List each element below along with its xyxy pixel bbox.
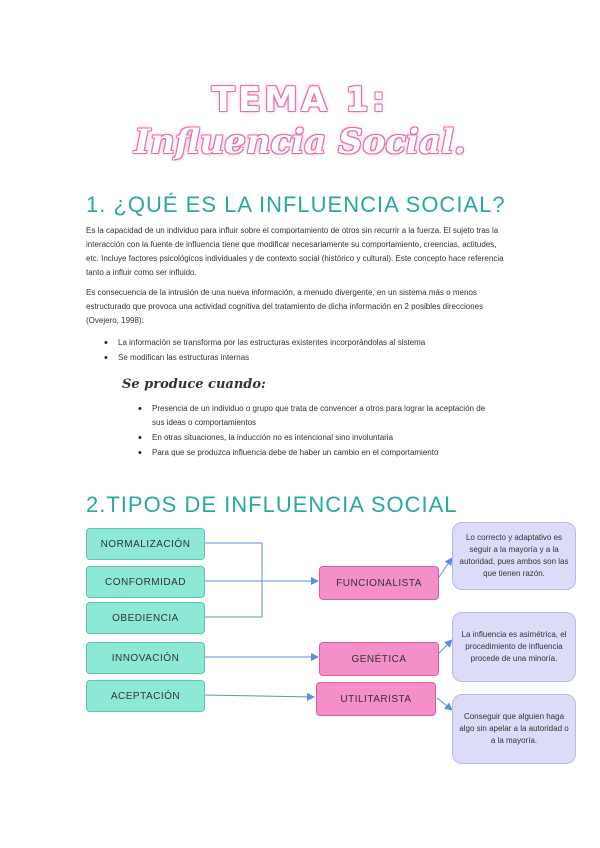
section1-heading: 1. ¿QUÉ ES LA INFLUENCIA SOCIAL?	[86, 192, 506, 217]
subheading: Se produce cuando:	[122, 377, 266, 392]
list-item: • Para que se produzca influencia debe de haber un cambio en el comportamiento	[138, 446, 488, 460]
connector-genetica-note	[437, 640, 452, 655]
title-line-1: TEMA 1:	[211, 80, 389, 120]
list-item: • Se modifican las estructuras internas	[104, 351, 524, 365]
title-line-2: Influencia Social.	[134, 122, 466, 162]
list-item: • Presencia de un individuo o grupo que trata de convencer a otros para lograr la aceptación de sus ideas o comportamientos	[138, 402, 488, 430]
connector-utilitarista-note	[437, 698, 452, 710]
list-item: • En otras situaciones, la inducción no es intencional sino involuntaria	[138, 431, 488, 445]
connector-aceptacion-utilitarista	[203, 695, 314, 697]
section1-paragraph-2: Es consecuencia de la intrusión de una nueva información, a menudo divergente, en un sistema más o menos estructurado que provoca una actividad cognitiva del tratamiento de dicha información en 2 posibles direcciones (Ovejero, 1998):	[86, 288, 484, 325]
note-genetica: La influencia es asimétrica, el procedimiento de influencia procede de una minoría.	[452, 612, 576, 682]
box-funcionalista: FUNCIONALISTA	[319, 566, 439, 600]
box-aceptacion: ACEPTACIÓN	[86, 680, 205, 712]
note-utilitarista: Conseguir que alguien haga algo sin apelar a la autoridad o a la mayoría.	[452, 694, 576, 764]
box-normalizacion: NORMALIZACIÓN	[86, 528, 205, 560]
box-obediencia: OBEDIENCIA	[86, 602, 205, 634]
list-item: • La información se transforma por las estructuras existentes incorporándolas al sistema	[104, 336, 524, 350]
box-innovacion: INNOVACIÓN	[86, 642, 205, 674]
box-utilitarista: UTILITARISTA	[316, 682, 436, 716]
box-genetica: GENÉTICA	[319, 642, 439, 676]
connector-funcionalista-note	[437, 558, 452, 580]
section2-heading: 2.TIPOS DE INFLUENCIA SOCIAL	[86, 492, 458, 517]
box-conformidad: CONFORMIDAD	[86, 566, 205, 598]
section1-paragraph-1: Es la capacidad de un individuo para influir sobre el comportamiento de otros sin recurrir a la fuerza. El sujeto tras la interacción con la fuente de influencia tiene que modificar necesariamente su comportamiento, creencias, actitudes, etc. Incluye factores psicológicos individuales y de contexto social (histórico y cultural). Este concepto hace referencia tanto a influir como ser influido.	[86, 226, 504, 277]
note-funcionalista: Lo correcto y adaptativo es seguir a la mayoría y a la autoridad, pues ambos son las que tienen razón.	[452, 522, 576, 590]
